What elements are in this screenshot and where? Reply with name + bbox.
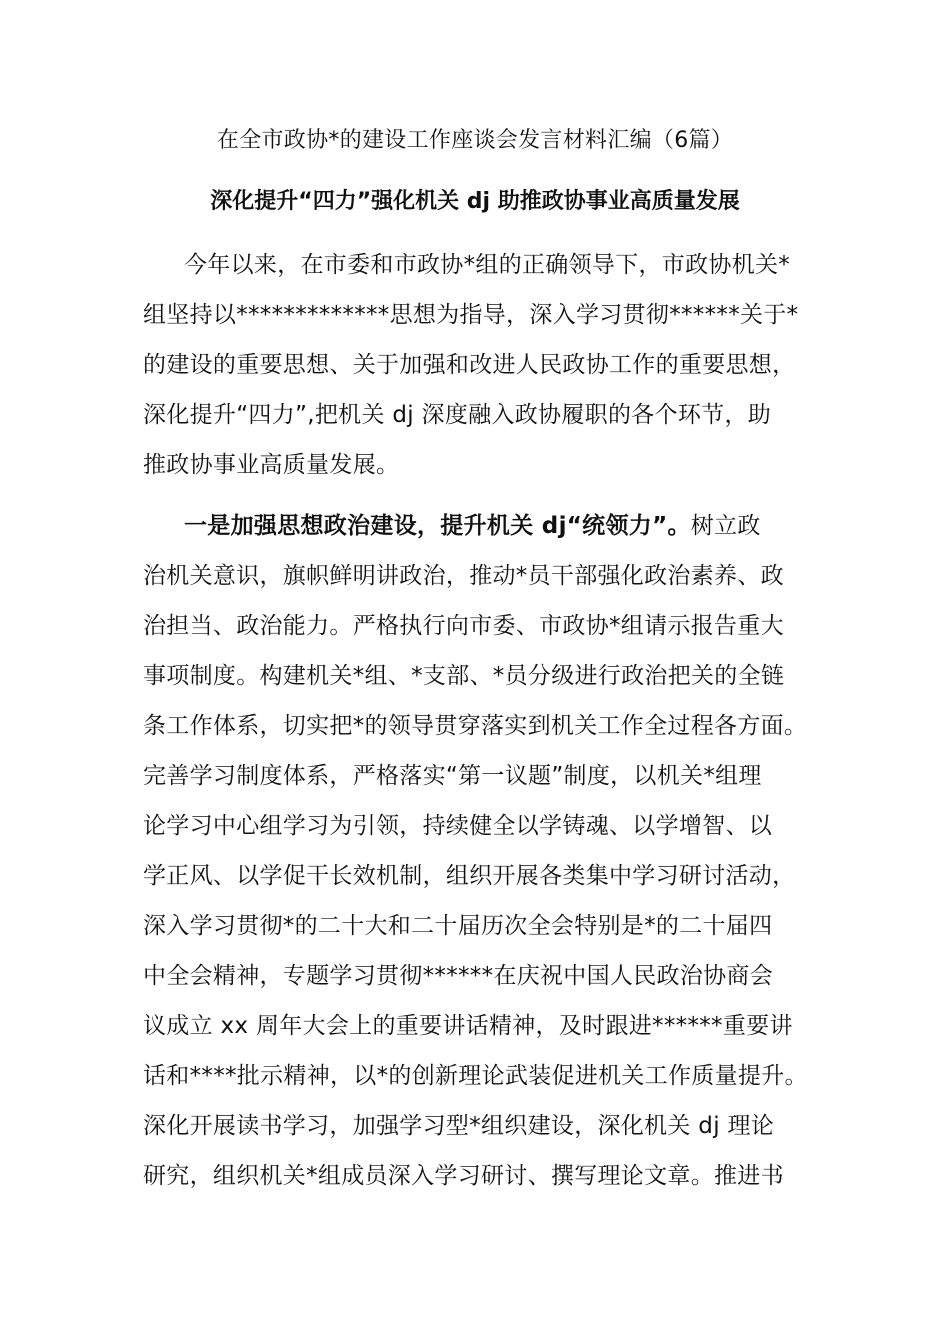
paragraph2-line-2: 治机关意识，旗帜鲜明讲政治，推动*员干部强化政治素养、政 xyxy=(143,563,784,589)
paragraph2-line-9: 深入学习贯彻*的二十大和二十届历次全会特别是*的二十届四 xyxy=(143,913,773,939)
paragraph2-line-1-rest: 树立政 xyxy=(690,513,761,539)
paragraph2-line-14: 研究，组织机关*组成员深入学习研讨、撰写理论文章。推进书 xyxy=(143,1163,784,1189)
paragraph2-line-6: 完善学习制度体系，严格落实“第一议题”制度，以机关*组理 xyxy=(143,763,762,789)
document-title: 在全市政协*的建设工作座谈会发言材料汇编（6篇） xyxy=(216,128,734,153)
section-heading: 一是加强思想政治建设，提升机关 dj“统领力”。 xyxy=(184,513,691,539)
paragraph2-line-1 xyxy=(184,506,824,546)
paragraph2-line-8: 学正风、以学促干长效机制，组织开展各类集中学习研讨活动， xyxy=(143,863,796,889)
paragraph2-line-11: 议成立 xx 周年大会上的重要讲话精神，及时跟进******重要讲 xyxy=(143,1013,793,1039)
paragraph2-line-4: 事项制度。构建机关*组、*支部、*员分级进行政治把关的全链 xyxy=(143,663,785,689)
paragraph2-line-10: 中全会精神，专题学习贯彻******在庆祝中国人民政治协商会 xyxy=(143,963,773,989)
paragraph2-line-13: 深化开展读书学习，加强学习型*组织建设，深化机关 dj 理论 xyxy=(143,1113,775,1139)
paragraph2-line-5: 条工作体系，切实把*的领导贯穿落实到机关工作全过程各方面。 xyxy=(143,713,808,739)
paragraph1-line-1: 今年以来，在市委和市政协*组的正确领导下，市政协机关* xyxy=(184,252,791,278)
paragraph1-line-4: 深化提升“四力”,把机关 dj 深度融入政协履职的各个环节，助 xyxy=(143,402,772,428)
paragraph1-line-3: 的建设的重要思想、关于加强和改进人民政协工作的重要思想， xyxy=(143,352,796,378)
paragraph2-line-12: 话和****批示精神，以*的创新理论武装促进机关工作质量提升。 xyxy=(143,1063,808,1089)
paragraph2-line-7: 论学习中心组学习为引领，持续健全以学铸魂、以学增智、以 xyxy=(143,813,773,839)
document-subtitle: 深化提升“四力”强化机关 dj 助推政协事业高质量发展 xyxy=(210,189,740,214)
paragraph1-line-5: 推政协事业高质量发展。 xyxy=(143,452,400,478)
paragraph2-line-3: 治担当、政治能力。严格执行向市委、市政协*组请示报告重大 xyxy=(143,613,784,639)
paragraph1-line-2: 组坚持以*************思想为指导，深入学习贯彻******关于* xyxy=(143,302,799,328)
